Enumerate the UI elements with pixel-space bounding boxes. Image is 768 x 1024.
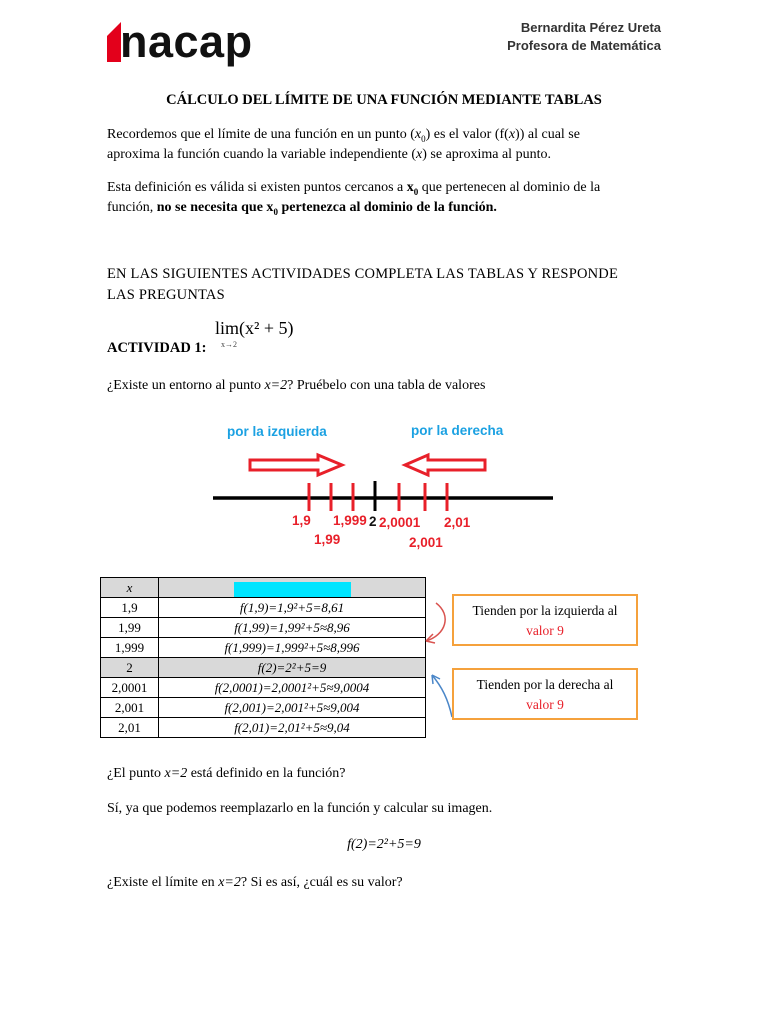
question-2: ¿El punto x=2 está definido en la función? <box>107 766 346 781</box>
intro-paragraph-1: Recordemos que el límite de una función en un punto $(x_0)$ es el valor (f(x)) al cual se aproxima la función cuando la variable independiente (x) se aproxima al punto. <box>107 127 580 162</box>
limit-subscript: x→2 <box>221 340 237 349</box>
limit-expression: lim(x² + 5) <box>215 318 294 338</box>
label-right: por la derecha <box>411 423 504 438</box>
tick-label-2: 2 <box>369 514 377 529</box>
author-block <box>507 19 661 55</box>
tick-label-1-999: 1,999 <box>333 513 367 528</box>
intro-paragraph-2: Esta definición es válida si existen puntos cercanos a $x_0$ que pertenecen al dominio de la función, no se necesita que $x_0$ pertenezca al dominio de la función. <box>107 180 601 217</box>
page-title: CÁLCULO DEL LÍMITE DE UNA FUNCIÓN MEDIANTE TABLAS <box>166 92 602 108</box>
activity-label: ACTIVIDAD 1: <box>107 340 207 356</box>
tick-label-2-0001: 2,0001 <box>379 515 421 530</box>
tick-label-2-001: 2,001 <box>409 535 443 550</box>
author-role: Profesora de Matemática <box>507 38 661 53</box>
table-row: 2,01 f(2,01)=2,01²+5≈9,04 <box>101 718 426 738</box>
table-row: 2 f(2)=2²+5=9 <box>101 658 426 678</box>
arrow-left-icon <box>405 455 485 475</box>
table-header-x: x <box>101 578 159 598</box>
tick-label-1-9: 1,9 <box>292 513 311 528</box>
table-row: 2,0001 f(2,0001)=2,0001²+5≈9,0004 <box>101 678 426 698</box>
question-3: ¿Existe el límite en x=2? Si es así, ¿cuál es su valor? <box>107 875 403 890</box>
callout-left-limit: Tienden por la izquierda al valor 9 <box>452 594 638 646</box>
instructions: EN LAS SIGUIENTES ACTIVIDADES COMPLETA LAS TABLAS Y RESPONDE LAS PREGUNTAS <box>107 266 619 303</box>
tick-label-1-99: 1,99 <box>314 532 341 547</box>
arrow-right-icon <box>250 455 342 475</box>
values-table <box>100 577 426 738</box>
table-header-fx <box>159 578 426 598</box>
table-header-row <box>101 578 426 598</box>
logo-text: nacap <box>120 16 253 67</box>
formula: f(2)=2²+5=9 <box>347 837 421 852</box>
table-row: 1,99 f(1,99)=1,99²+5≈8,96 <box>101 618 426 638</box>
table-row: 1,9 f(1,9)=1,9²+5=8,61 <box>101 598 426 618</box>
number-line-diagram <box>200 445 570 515</box>
callout-right-limit: Tienden por la derecha al valor 9 <box>452 668 638 720</box>
connector-arrow-left-icon <box>426 603 445 643</box>
answer-2: Sí, ya que podemos reemplazarlo en la función y calcular su imagen. <box>107 801 493 816</box>
question-1: ¿Existe un entorno al punto x=2? Pruébelo con una tabla de valores <box>107 378 486 393</box>
author-name: Bernardita Pérez Ureta <box>520 20 661 35</box>
highlight-box <box>234 582 351 597</box>
table-row: 2,001 f(2,001)=2,001²+5≈9,004 <box>101 698 426 718</box>
label-left: por la izquierda <box>227 424 327 439</box>
table-row: 1,999 f(1,999)=1,999²+5≈8,996 <box>101 638 426 658</box>
tick-label-2-01: 2,01 <box>444 515 471 530</box>
connector-arrow-right-icon <box>432 675 452 717</box>
